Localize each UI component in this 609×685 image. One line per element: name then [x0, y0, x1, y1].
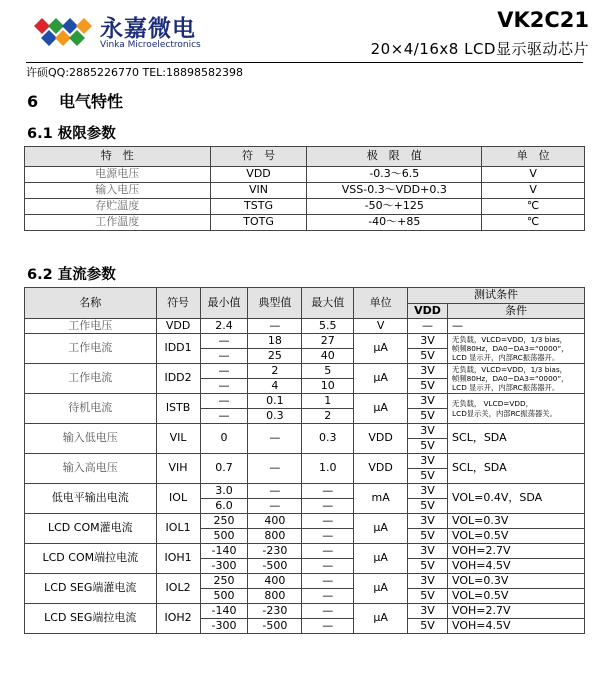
header-cell: VDD	[408, 303, 448, 319]
header-divider	[26, 62, 583, 63]
vdd-value: 5V	[408, 409, 448, 424]
header-cell: 条件	[448, 303, 585, 319]
vdd-value: 3V	[408, 574, 448, 589]
typ-value: —	[248, 454, 302, 484]
table-row	[25, 394, 585, 409]
table-row	[25, 484, 585, 499]
param-symbol: VIH	[156, 454, 200, 484]
header-cell: 极 限 值	[307, 147, 482, 167]
header-cell: 最小值	[200, 288, 248, 319]
param-symbol: VDD	[156, 319, 200, 334]
typ-value: 800	[248, 529, 302, 544]
vdd-value: 5V	[408, 469, 448, 484]
header-cell: 典型值	[248, 288, 302, 319]
vdd-value: 5V	[408, 529, 448, 544]
table-row	[25, 183, 585, 199]
vdd-value: 5V	[408, 619, 448, 634]
max-value: —	[302, 499, 354, 514]
param-name: 工作电压	[25, 319, 157, 334]
condition: VOH=2.7V	[448, 604, 585, 619]
param-symbol: TSTG	[210, 199, 307, 215]
param-name: 待机电流	[25, 394, 157, 424]
min-value: 500	[200, 529, 248, 544]
max-value: 1	[302, 394, 354, 409]
max-value: 2	[302, 409, 354, 424]
model-number: VK2C21	[497, 8, 589, 32]
section-title: 电气特性	[59, 92, 124, 111]
unit: µA	[354, 604, 408, 634]
max-value: 5.5	[302, 319, 354, 334]
max-value: —	[302, 604, 354, 619]
typ-value: —	[248, 499, 302, 514]
param-symbol: ISTB	[156, 394, 200, 424]
vdd-value: 5V	[408, 589, 448, 604]
param-name: 输入电压	[25, 183, 211, 199]
max-value: —	[302, 559, 354, 574]
table-header-row	[25, 147, 585, 167]
unit: µA	[354, 574, 408, 604]
condition-line: 帧频80Hz，DA0~DA3=“0000”，	[452, 373, 569, 383]
condition-line: LCD 显示开，内部RC振荡器开。	[452, 383, 560, 393]
table-row	[25, 167, 585, 183]
product-subtitle: 20×4/16x8 LCD显示驱动芯片	[370, 40, 589, 58]
header-cell: 单 位	[482, 147, 585, 167]
max-value: 40	[302, 349, 354, 364]
param-name: 低电平输出电流	[25, 484, 157, 514]
typ-value: -500	[248, 559, 302, 574]
min-value: —	[200, 364, 248, 379]
typ-value: -500	[248, 619, 302, 634]
typ-value: 400	[248, 574, 302, 589]
condition-line: 无负载，VLCD=VDD，1/3 bias，	[452, 334, 567, 344]
min-value: 0.7	[200, 454, 248, 484]
condition-line: 无负载， VLCD=VDD，	[452, 399, 533, 409]
min-value: 500	[200, 589, 248, 604]
company-logo-icon	[34, 14, 98, 48]
min-value: —	[200, 349, 248, 364]
param-name: 输入高电压	[25, 454, 157, 484]
param-value: VSS-0.3～VDD+0.3	[307, 183, 482, 199]
typ-value: —	[248, 319, 302, 334]
unit: µA	[354, 364, 408, 394]
typ-value: —	[248, 484, 302, 499]
param-unit: V	[482, 167, 585, 183]
condition	[448, 364, 585, 394]
table-row	[25, 364, 585, 379]
vdd-value: —	[408, 319, 448, 334]
condition: VOL=0.3V	[448, 514, 585, 529]
unit: VDD	[354, 424, 408, 454]
param-value: -40～+85	[307, 215, 482, 231]
header-cell: 特 性	[25, 147, 211, 167]
table-row	[25, 514, 585, 529]
min-value: -300	[200, 559, 248, 574]
header-cell: 单位	[354, 288, 408, 319]
vdd-value: 5V	[408, 439, 448, 454]
condition: VOH=4.5V	[448, 559, 585, 574]
param-name: 工作电流	[25, 364, 157, 394]
max-value: —	[302, 484, 354, 499]
param-value: -0.3～6.5	[307, 167, 482, 183]
param-name: LCD COM端拉电流	[25, 544, 157, 574]
header-cell: 最大值	[302, 288, 354, 319]
condition	[448, 394, 585, 424]
unit: µA	[354, 394, 408, 424]
min-value: —	[200, 394, 248, 409]
param-symbol: VIN	[210, 183, 307, 199]
table-row	[25, 544, 585, 559]
condition: SCL，SDA	[448, 454, 585, 484]
min-value: -140	[200, 544, 248, 559]
condition-line: LCD显示关，内部RC振荡器关。	[452, 408, 557, 418]
param-name: 工作电流	[25, 334, 157, 364]
vdd-value: 3V	[408, 334, 448, 349]
section-number: 6	[27, 92, 39, 111]
unit: V	[354, 319, 408, 334]
param-unit: V	[482, 183, 585, 199]
dc-table	[24, 287, 585, 634]
min-value: 6.0	[200, 499, 248, 514]
table-row	[25, 424, 585, 439]
condition: VOH=4.5V	[448, 619, 585, 634]
param-value: -50～+125	[307, 199, 482, 215]
header-cell: 测试条件	[408, 288, 585, 304]
condition: VOL=0.5V	[448, 589, 585, 604]
header-cell: 名称	[25, 288, 157, 319]
table-row	[25, 199, 585, 215]
contact-info: 许硕QQ:2885226770 TEL:18898582398	[26, 66, 243, 79]
brand-name-en: Vinka Microelectronics	[100, 40, 201, 50]
table-row	[25, 454, 585, 469]
limits-table	[24, 146, 585, 231]
typ-value: 2	[248, 364, 302, 379]
vdd-value: 3V	[408, 424, 448, 439]
param-symbol: IOH1	[156, 544, 200, 574]
unit: µA	[354, 514, 408, 544]
condition: —	[448, 319, 585, 334]
condition: VOL=0.5V	[448, 529, 585, 544]
unit: mA	[354, 484, 408, 514]
table-row	[25, 574, 585, 589]
max-value: —	[302, 544, 354, 559]
vdd-value: 5V	[408, 559, 448, 574]
brand-name: 永嘉微电	[100, 16, 196, 42]
param-unit: ℃	[482, 215, 585, 231]
vdd-value: 3V	[408, 514, 448, 529]
min-value: 0	[200, 424, 248, 454]
max-value: 27	[302, 334, 354, 349]
typ-value: 800	[248, 589, 302, 604]
max-value: —	[302, 529, 354, 544]
unit: µA	[354, 544, 408, 574]
table-header-row	[25, 288, 585, 304]
condition: SCL，SDA	[448, 424, 585, 454]
min-value: —	[200, 334, 248, 349]
table-row	[25, 215, 585, 231]
typ-value: 400	[248, 514, 302, 529]
max-value: 1.0	[302, 454, 354, 484]
condition: VOL=0.4V，SDA	[448, 484, 585, 514]
param-symbol: IDD2	[156, 364, 200, 394]
limits-heading: 6.1 极限参数	[27, 126, 116, 142]
max-value: 10	[302, 379, 354, 394]
param-name: 工作温度	[25, 215, 211, 231]
min-value: 2.4	[200, 319, 248, 334]
param-symbol: IOL	[156, 484, 200, 514]
condition	[448, 334, 585, 364]
condition-line: 帧频80Hz，DA0~DA3=“0000”，	[452, 343, 569, 353]
table-row	[25, 319, 585, 334]
param-symbol: VIL	[156, 424, 200, 454]
typ-value: 4	[248, 379, 302, 394]
vdd-value: 3V	[408, 394, 448, 409]
max-value: 5	[302, 364, 354, 379]
vdd-value: 3V	[408, 544, 448, 559]
typ-value: 18	[248, 334, 302, 349]
vdd-value: 3V	[408, 364, 448, 379]
typ-value: 0.1	[248, 394, 302, 409]
param-name: LCD SEG端灌电流	[25, 574, 157, 604]
param-unit: ℃	[482, 199, 585, 215]
vdd-value: 5V	[408, 499, 448, 514]
condition: VOH=2.7V	[448, 544, 585, 559]
min-value: 3.0	[200, 484, 248, 499]
max-value: —	[302, 574, 354, 589]
vdd-value: 3V	[408, 484, 448, 499]
param-name: LCD SEG端拉电流	[25, 604, 157, 634]
param-name: 电源电压	[25, 167, 211, 183]
min-value: -300	[200, 619, 248, 634]
param-name: LCD COM灌电流	[25, 514, 157, 544]
param-symbol: TOTG	[210, 215, 307, 231]
condition-line: 无负载，VLCD=VDD，1/3 bias，	[452, 364, 567, 374]
condition: VOL=0.3V	[448, 574, 585, 589]
param-symbol: IOL1	[156, 514, 200, 544]
typ-value: 0.3	[248, 409, 302, 424]
vdd-value: 5V	[408, 379, 448, 394]
param-symbol: IOH2	[156, 604, 200, 634]
param-symbol: IDD1	[156, 334, 200, 364]
vdd-value: 3V	[408, 454, 448, 469]
section-heading	[27, 89, 123, 112]
vdd-value: 5V	[408, 349, 448, 364]
typ-value: -230	[248, 604, 302, 619]
table-row	[25, 604, 585, 619]
typ-value: 25	[248, 349, 302, 364]
param-name: 存贮温度	[25, 199, 211, 215]
typ-value: -230	[248, 544, 302, 559]
header-cell: 符号	[156, 288, 200, 319]
param-symbol: VDD	[210, 167, 307, 183]
max-value: —	[302, 514, 354, 529]
min-value: 250	[200, 574, 248, 589]
table-row	[25, 334, 585, 349]
max-value: —	[302, 589, 354, 604]
header-cell: 符 号	[210, 147, 307, 167]
dc-heading: 6.2 直流参数	[27, 267, 116, 283]
max-value: 0.3	[302, 424, 354, 454]
min-value: -140	[200, 604, 248, 619]
min-value: —	[200, 379, 248, 394]
min-value: 250	[200, 514, 248, 529]
vdd-value: 3V	[408, 604, 448, 619]
min-value: —	[200, 409, 248, 424]
condition-line: LCD 显示开，内部RC振荡器开。	[452, 353, 560, 363]
unit: µA	[354, 334, 408, 364]
unit: VDD	[354, 454, 408, 484]
param-name: 输入低电压	[25, 424, 157, 454]
max-value: —	[302, 619, 354, 634]
typ-value: —	[248, 424, 302, 454]
param-symbol: IOL2	[156, 574, 200, 604]
